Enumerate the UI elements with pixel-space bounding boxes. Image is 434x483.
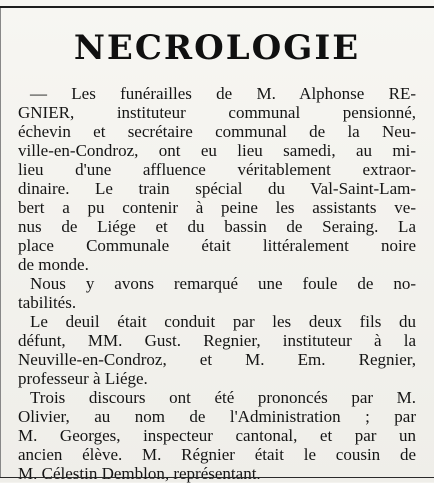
text-line: Trois discours ont été prononcés par M. — [30, 388, 416, 407]
text-line: place Communale était littéralement noire — [18, 236, 416, 255]
text-line: échevin et secrétaire communal de la Neu- — [18, 122, 416, 141]
paragraph-mourning — [18, 312, 416, 388]
text-line: Le deuil était conduit par les deux fils du — [30, 312, 416, 331]
paragraph-speeches — [18, 388, 416, 483]
article-heading: NECROLOGIE — [73, 28, 361, 68]
top-rule — [0, 6, 434, 8]
text-line: nus de Liége et du bassin de Seraing. La — [18, 217, 416, 236]
paragraph-funeral — [18, 84, 416, 274]
text-line: M. Georges, inspecteur cantonal, et par un — [18, 426, 416, 445]
text-line: Nous y avons remarqué une foule de no- — [30, 274, 416, 293]
text-line: Olivier, au nom de l'Administration ; par — [18, 407, 416, 426]
text-line: bert a pu contenir à peine les assistants ve- — [18, 198, 416, 217]
text-line: tabilités. — [18, 293, 77, 312]
text-line: professeur à Liége. — [18, 369, 148, 388]
article-body — [18, 84, 416, 483]
text-line: défunt, MM. Gust. Regnier, instituteur à la — [18, 331, 416, 350]
text-line: lieu d'une affluence véritablement extraor- — [18, 160, 416, 179]
text-line: M. Célestin Demblon, représentant. — [18, 464, 261, 483]
text-line: dinaire. Le train spécial du Val-Saint-Lam- — [18, 179, 416, 198]
bottom-rule — [0, 477, 434, 478]
text-line: ancien élève. M. Régnier était le cousin de — [18, 445, 416, 464]
text-line: ville-en-Condroz, ont eu lieu samedi, au mi- — [18, 141, 416, 160]
left-border-rule — [0, 8, 1, 478]
text-line: — Les funérailles de M. Alphonse RE- — [30, 84, 416, 103]
text-line: Neuville-en-Condroz, et M. Em. Regnier, — [18, 350, 416, 369]
text-line: GNIER, instituteur communal pensionné, — [18, 103, 416, 122]
text-line: de monde. — [18, 255, 89, 274]
paragraph-notables — [18, 274, 416, 312]
